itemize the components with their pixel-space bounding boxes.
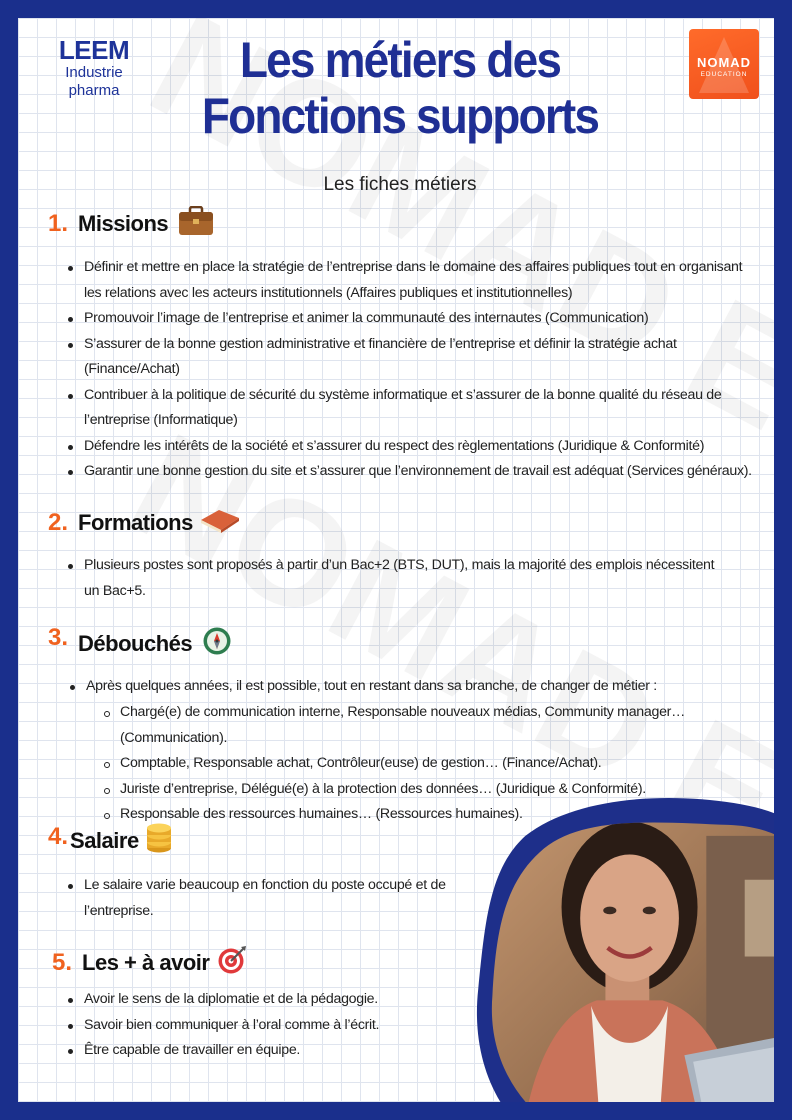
section-debouches-heading	[48, 623, 232, 661]
section-title: Débouchés	[78, 630, 193, 656]
logo-text: NOMAD	[696, 55, 752, 70]
section-number: 2.	[48, 508, 69, 536]
leem-logo	[44, 36, 144, 100]
section-number: 3.	[48, 623, 69, 651]
document-page	[18, 18, 774, 1102]
section-salaire-heading	[48, 822, 173, 859]
briefcase-icon	[178, 206, 214, 241]
nomad-education-logo	[689, 29, 759, 99]
section-title: Missions	[78, 210, 169, 236]
section-avoir-heading	[52, 945, 247, 980]
list-item: Défendre les intérêts de la société et s’assurer du respect des règlementations (Juridique & Conformité)	[68, 434, 758, 460]
title-line-2: Fonctions supports	[201, 88, 599, 144]
list-item: Comptable, Responsable achat, Contrôleur(euse) de gestion… (Finance/Achat).	[104, 751, 764, 777]
list-item: Juriste d’entreprise, Délégué(e) à la protection des données… (Juridique & Conformité).	[104, 777, 764, 803]
page-title	[170, 32, 630, 144]
section-formations-heading	[48, 506, 241, 539]
logo-subtext: EDUCATION	[700, 71, 748, 78]
list-item: Contribuer à la politique de sécurité du système informatique et s’assurer de la bonne qualité du réseau de l’entreprise (Informatique)	[68, 383, 758, 434]
target-icon	[217, 945, 247, 980]
section-title: Formations	[78, 509, 193, 535]
formations-list	[68, 553, 728, 604]
photo-frame	[466, 792, 774, 1102]
coins-icon	[145, 822, 173, 859]
section-title: Les + à avoir	[82, 949, 210, 975]
salaire-list	[68, 873, 453, 924]
section-title: Salaire	[70, 827, 139, 853]
page-subtitle: Les fiches métiers	[323, 174, 477, 195]
list-item: Définir et mettre en place la stratégie de l’entreprise dans le domaine des affaires publiques tout en organisant les relations avec les acteurs institutionnels (Affaires publiques et institutionnelles)	[68, 255, 758, 306]
list-item: Le salaire varie beaucoup en fonction du poste occupé et de l’entreprise.	[68, 873, 453, 924]
list-item: Plusieurs postes sont proposés à partir d’un Bac+2 (BTS, DUT), mais la majorité des emplois nécessitent un Bac+5.	[68, 553, 728, 604]
section-number: 1.	[48, 209, 69, 237]
woman-portrait-photo	[476, 792, 774, 1102]
debouches-list	[70, 674, 760, 700]
compass-icon	[202, 626, 232, 661]
list-item: Après quelques années, il est possible, tout en restant dans sa branche, de changer de métier :	[70, 674, 760, 700]
title-line-1: Les métiers des	[239, 32, 561, 88]
list-item: Promouvoir l’image de l’entreprise et animer la communauté des internautes (Communication)	[68, 306, 758, 332]
list-item: Garantir une bonne gestion du site et s’assurer que l’environnement de travail est adéquat (Services généraux).	[68, 459, 758, 485]
list-item: S’assurer de la bonne gestion administrative et financière de l’entreprise et définir la stratégie achat (Finance/Achat)	[68, 332, 758, 383]
section-number: 5.	[52, 948, 73, 976]
list-item: Être capable de travailler en équipe.	[68, 1038, 468, 1064]
leem-line2: pharma	[68, 82, 120, 99]
leem-line1: Industrie	[65, 64, 123, 81]
missions-list	[68, 255, 758, 485]
list-item: Chargé(e) de communication interne, Responsable nouveaux médias, Community manager… (Communication).	[104, 700, 764, 751]
section-number: 4.	[48, 822, 69, 850]
book-icon	[199, 506, 241, 539]
list-item: Avoir le sens de la diplomatie et de la pédagogie.	[68, 987, 468, 1013]
leem-title: LEEM	[58, 35, 130, 65]
avoir-list	[68, 987, 468, 1064]
list-item: Responsable des ressources humaines… (Ressources humaines).	[104, 802, 764, 828]
section-missions-heading	[48, 206, 214, 241]
list-item: Savoir bien communiquer à l’oral comme à l’écrit.	[68, 1013, 468, 1039]
